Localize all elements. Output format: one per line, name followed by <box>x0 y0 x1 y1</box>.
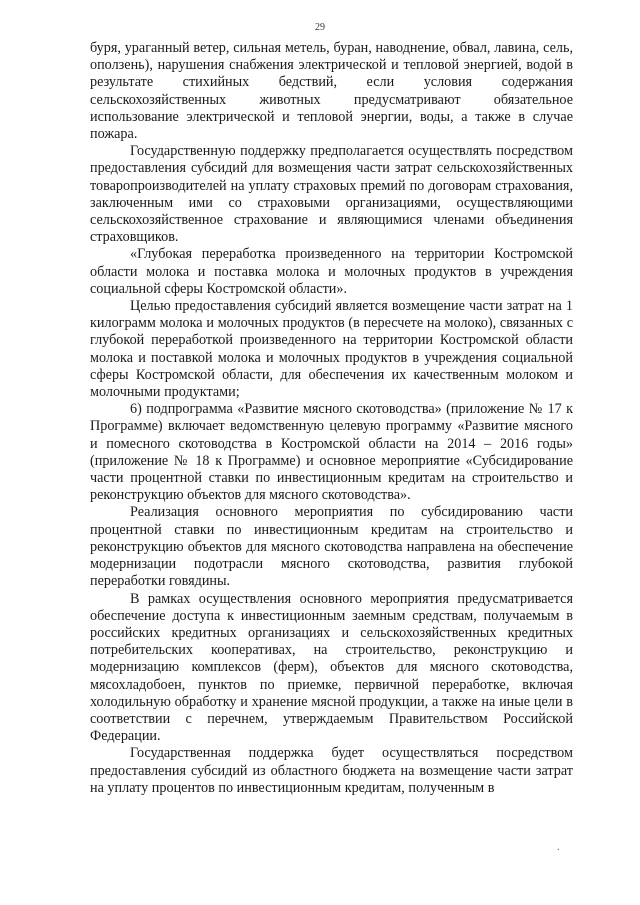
paragraph-state-support: Государственная поддержка будет осуществляться посредством предоставления субсидий из областного бюджета на возмещение части затрат на уплату процентов по инвестиционным кредитам, полученным в <box>90 745 573 796</box>
paragraph-main-measure: Реализация основного мероприятия по субсидированию части процентной ставки по инвестиционным кредитам на строительство и реконструкцию объектов для мясного скотоводства направлена на обеспечение модернизации подотрасли мясного скотоводства, развития глубокой переработки говядины. <box>90 504 573 590</box>
paragraph-credit-access: В рамках осуществления основного мероприятия предусматривается обеспечение доступа к инвестиционным заемным средствам, получаемым в российских кредитных организациях и сельскохозяйственных кредитных потребительских кооперативах, на строительство, реконструкцию и модернизацию комплексов (ферм), объектов для мясного скотоводства, мясохладобоен, пунктов по приемке, первичной переработке, включая холодильную обработку и хранение мясной продукции, а также на иные цели в соответствии с перечнем, утверждаемым Правительством Российской Федерации. <box>90 590 573 745</box>
corner-mark: . <box>557 842 560 853</box>
document-body <box>90 40 573 797</box>
page-number: 29 <box>315 22 325 33</box>
paragraph-subprogram-6: 6) подпрограмма «Развитие мясного скотоводства» (приложение № 17 к Программе) включает ведомственную целевую программу «Развитие мясного и помесного скотоводства в Костромской области на 2014 – 2016 годы» (приложение № 18 к Программе) и основное мероприятие «Субсидирование части процентной ставки по инвестиционным кредитам на строительство и реконструкцию объектов для мясного скотоводства». <box>90 401 573 504</box>
paragraph-milk-processing-title: «Глубокая переработка произведенного на территории Костромской области молока и поставка молока и молочных продуктов в учреждения социальной сферы Костромской области». <box>90 246 573 297</box>
paragraph-insurance-support: Государственную поддержку предполагается осуществлять посредством предоставления субсидий для возмещения части затрат сельскохозяйственных товаропроизводителей на уплату страховых премий по договорам страхования, заключенным ими со страховыми организациями, осуществляющими сельскохозяйственное страхование и являющимися членами объединения страховщиков. <box>90 143 573 246</box>
paragraph-continuation: буря, ураганный ветер, сильная метель, буран, наводнение, обвал, лавина, сель, оползень), нарушения снабжения электрической и тепловой энергией, водой в результате стихийных бедствий, если условия содержания сельскохозяйственных животных предусматривают обязательное использование электрической и тепловой энергии, воды, а также в случае пожара. <box>90 40 573 143</box>
paragraph-milk-subsidy-goal: Целью предоставления субсидий является возмещение части затрат на 1 килограмм молока и молочных продуктов (в пересчете на молоко), связанных с глубокой переработкой произведенного на территории Костромской области молока и поставкой молока и молочных продуктов в учреждения социальной сферы Костромской области, для обеспечения их качественным молоком и молочными продуктами; <box>90 298 573 401</box>
